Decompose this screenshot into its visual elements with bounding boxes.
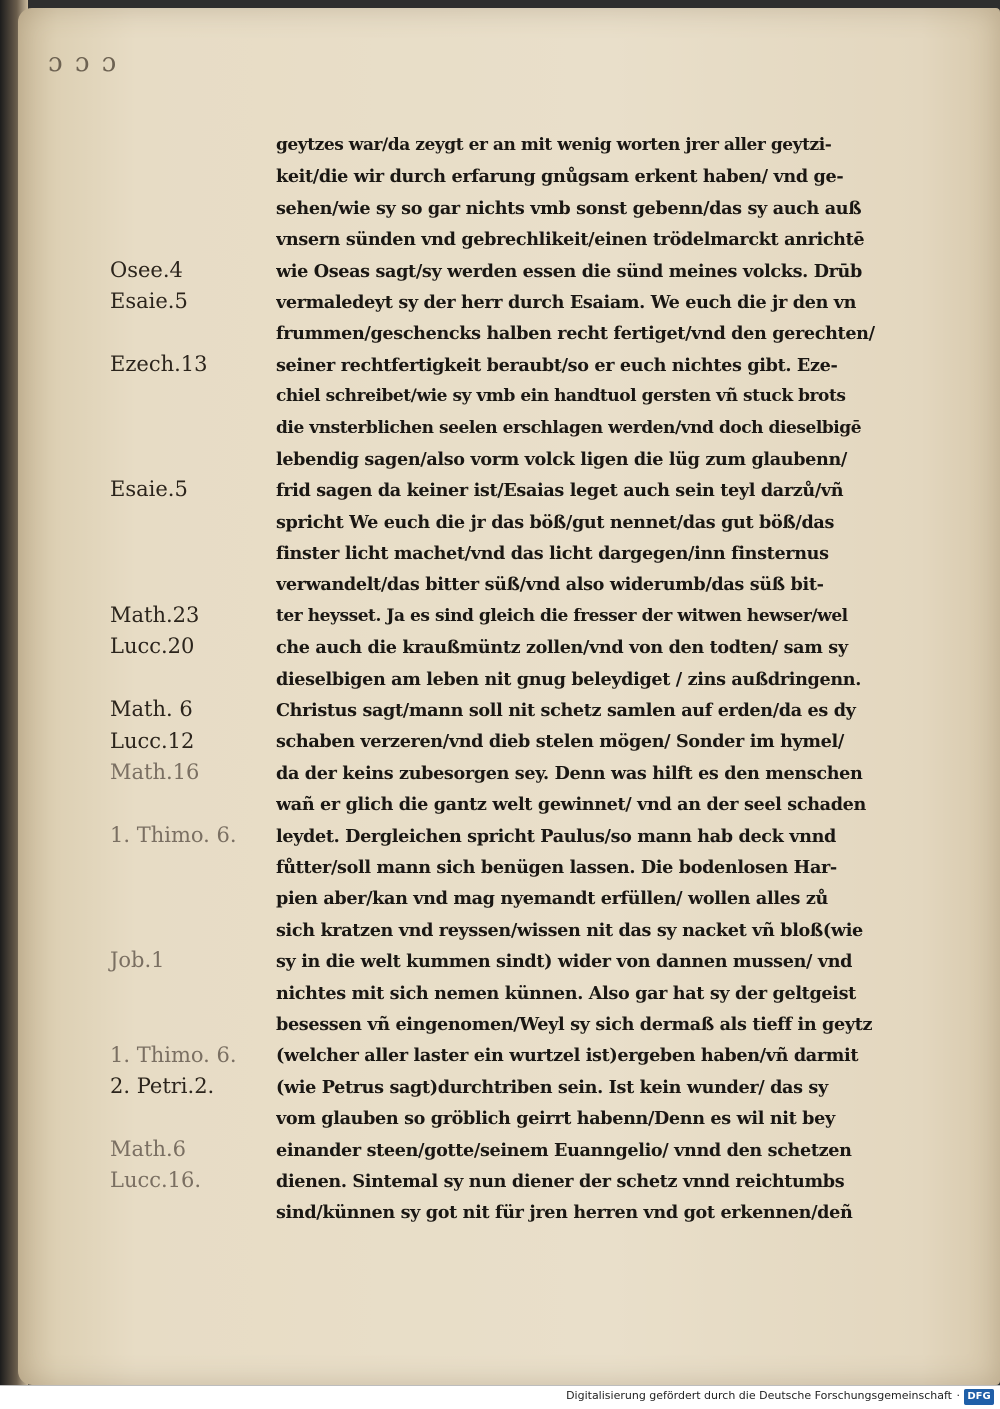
text-line: wañ er glich die gantz welt gewinnet/ vnd an der seel schaden (276, 794, 866, 816)
text-line: (welcher aller laster ein wurtzel ist)ergeben haben/vñ darmit (276, 1045, 859, 1067)
margin-note: Lucc.16. (110, 1168, 202, 1193)
text-line: geytzes war/da zeygt er an mit wenig worten jrer aller geytzi- (276, 135, 832, 155)
dfg-logo: DFG (964, 1389, 994, 1405)
text-line: dieselbigen am leben nit gnug beleydiget / zins außdringenn. (276, 668, 862, 690)
text-line: spricht We euch die jr das böß/gut nennet/das gut böß/das (276, 511, 835, 533)
margin-note: Osee.4 (110, 257, 183, 282)
text-line: vermaledeyt sy der herr durch Esaiam. We euch die jr den vn (276, 291, 857, 313)
footer-bar (0, 1385, 1000, 1409)
text-line: fůtter/soll mann sich benügen lassen. Die bodenlosen Har- (276, 856, 837, 878)
text-block (276, 130, 984, 1229)
text-line: seiner rechtfertigkeit beraubt/so er euch nichtes gibt. Eze- (276, 354, 838, 376)
margin-note: Lucc.20 (110, 634, 195, 659)
margin-note: Math. 6 (110, 697, 193, 722)
margin-notes (18, 8, 268, 1193)
text-line: leydet. Dergleichen spricht Paulus/so mann hab deck vnnd (276, 825, 836, 847)
text-line: keit/die wir durch erfarung gnůgsam erkent haben/ vnd ge- (276, 166, 844, 188)
text-line: sind/künnen sy got nit für jren herren vnd got erkennen/deñ (276, 1202, 853, 1224)
margin-note: 2. Petri.2. (110, 1074, 215, 1098)
text-line: sich kratzen vnd reyssen/wissen nit das sy nacket vñ bloß(wie (276, 919, 863, 941)
text-line: ter heysset. Ja es sind gleich die fresser der witwen hewser/wel (276, 605, 848, 626)
text-line: Christus sagt/mann soll nit schetz samlen auf erden/da es dy (276, 700, 856, 722)
text-line: besessen vñ eingenomen/Weyl sy sich dermaß als tieff in geytz (276, 1013, 873, 1035)
margin-note: Job.1 (110, 948, 165, 973)
margin-note: Math.23 (110, 603, 200, 627)
margin-note: Lucc.12 (110, 728, 195, 753)
text-line: finster licht machet/vnd das licht dargegen/inn finsternus (276, 543, 829, 565)
margin-note: Esaie.5 (110, 477, 188, 502)
text-line: vnsern sünden vnd gebrechlikeit/einen trödelmarckt anrichtē (276, 229, 865, 251)
text-line: wie Oseas sagt/sy werden essen die sünd meines volcks. Drūb (276, 260, 862, 282)
text-line: die vnsterblichen seelen erschlagen werden/vnd doch dieselbigē (276, 417, 862, 438)
margin-note: Math.6 (110, 1136, 187, 1161)
text-line: frid sagen da keiner ist/Esaias leget auch sein teyl darzů/vñ (276, 480, 844, 502)
margin-note: 1. Thimo. 6. (110, 1042, 237, 1067)
text-line: lebendig sagen/also vorm volck ligen die lüg zum glaubenn/ (276, 448, 847, 470)
folio-mark: ɔ ɔ ɔ (48, 48, 119, 78)
margin-note: 1. Thimo. 6. (110, 822, 237, 847)
text-line: chiel schreibet/wie sy vmb ein handtuol gersten vñ stuck brots (276, 386, 846, 407)
book-page (18, 8, 1000, 1385)
text-line: da der keins zubesorgen sey. Denn was hilft es den menschen (276, 762, 863, 784)
margin-note: Esaie.5 (110, 289, 188, 313)
footer-separator: · (956, 1389, 960, 1402)
text-line: vom glauben so gröblich geirrt habenn/Denn es wil nit bey (276, 1108, 835, 1130)
text-line: verwandelt/das bitter süß/vnd also widerumb/das süß bit- (276, 574, 824, 596)
footer-credit: Digitalisierung gefördert durch die Deutsche Forschungsgemeinschaft (566, 1389, 952, 1402)
text-line: frummen/geschencks halben recht fertiget/vnd den gerechten/ (276, 323, 875, 345)
text-line: nichtes mit sich nemen künnen. Also gar hat sy der geltgeist (276, 982, 856, 1004)
text-line: schaben verzeren/vnd dieb stelen mögen/ Sonder im hymel/ (276, 731, 844, 753)
text-line: (wie Petrus sagt)durchtriben sein. Ist kein wunder/ das sy (276, 1076, 828, 1098)
text-line: sy in die welt kummen sindt) wider von dannen mussen/ vnd (276, 951, 853, 973)
text-line: dienen. Sintemal sy nun diener der schetz vnnd reichtumbs (276, 1170, 845, 1192)
text-line: einander steen/gotte/seinem Euanngelio/ vnnd den schetzen (276, 1139, 852, 1161)
margin-note: Ezech.13 (110, 351, 208, 376)
text-line: sehen/wie sy so gar nichts vmb sonst gebenn/das sy auch auß (276, 197, 862, 219)
text-line: pien aber/kan vnd mag nyemandt erfüllen/ wollen alles zů (276, 888, 828, 910)
text-line: che auch die kraußmüntz zollen/vnd von den todten/ sam sy (276, 637, 848, 659)
margin-note: Math.16 (110, 760, 200, 784)
